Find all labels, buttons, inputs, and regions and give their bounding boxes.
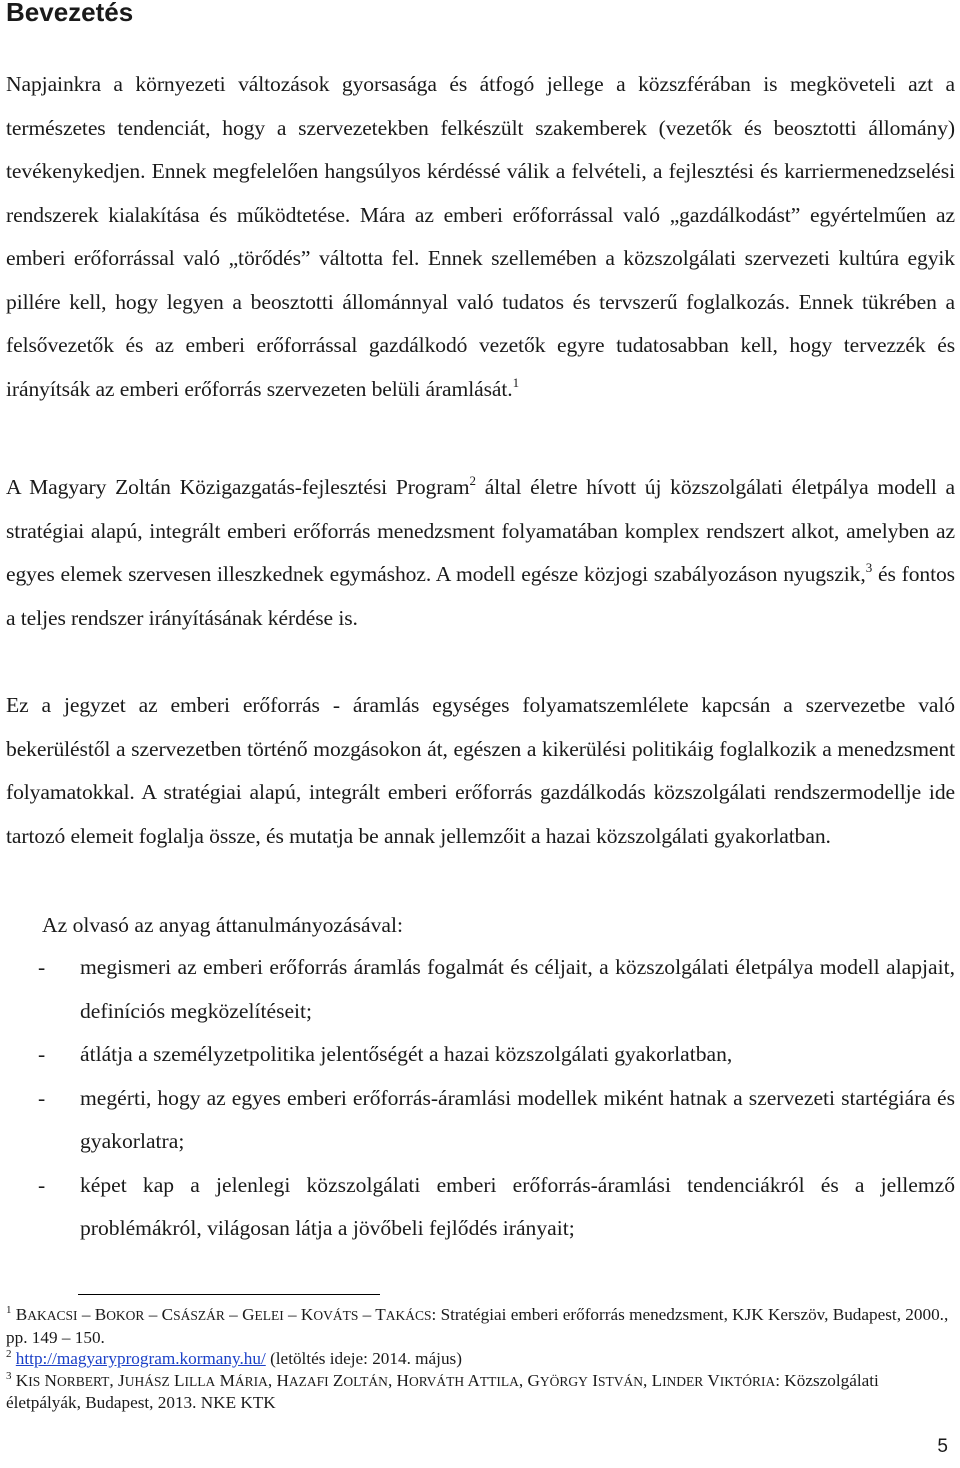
footnote-number: 2	[6, 1348, 12, 1360]
footnote-number: 1	[6, 1304, 12, 1316]
page-number: 5	[937, 1436, 948, 1457]
paragraph-2-part-c: és fontos a teljes rendszer irányításának kérdése is.	[6, 562, 955, 630]
list-item	[6, 1164, 955, 1251]
paragraph-1-part-a: Napjainkra a környezeti változások gyorsasága és átfogó jellege a közszférában is megköveteli azt a természetes tendenciát, hogy a szervezetekben felkészült szakemberek (vezetők és beosztotti állomány) tevékenykedjen. Ennek megfelelően hangsúlyos kérdéssé válik a felvételi, a fejlesztési és karriermenedzselési rendszerek kialakítása és működtetése. Mára az emberi erőforrással való „gazdálkodást” egyértelműen az emberi erőforrással való „törődés” váltotta fel.	[6, 72, 955, 270]
footnotes	[6, 1304, 954, 1414]
footnote-1: $^1$ BAKACSI – BOKOR – CSÁSZÁR – GELEI – KOVÁTS – TAKÁCS: Stratégiai emberi erőforrás menedzsment, KJK Kerszöv, Budapest, 2000., pp. 149 – 150.	[6, 1304, 949, 1347]
footnote-3: $^3$ KIS NORBERT, JUHÁSZ LILLA MÁRIA, HAZAFI ZOLTÁN, HORVÁTH ATTILA, GYÖRGY ISTVÁN, LINDER VIKTÓRIA: Közszolgálati életpályák, Budapest, 2013. NKE KTK	[6, 1369, 879, 1412]
paragraph-2-part-b: által életre hívott új közszolgálati életpálya modell a stratégiai alapú, integrált emberi erőforrás menedzsment folyamatában komplex rendszert alkot, amelyben az egyes elemek szervesen illeszkednek egymáshoz. A modell egésze közjogi szabályozáson nyugszik,	[6, 475, 955, 586]
list-item-text: megérti, hogy az egyes emberi erőforrás-áramlási modellek miként hatnak a szervezeti startégiára és gyakorlatra;	[80, 1085, 955, 1153]
footnote-ref-2[interactable]: 2	[469, 473, 476, 488]
footnote-2	[6, 1348, 954, 1370]
footnote-1-text: : Stratégiai emberi erőforrás menedzsment, KJK Kerszöv, Budapest, 2000., pp. 149 – 150.	[6, 1305, 949, 1347]
list-dash: -	[38, 955, 46, 979]
magyary-program-link[interactable]: http://magyaryprogram.kormany.hu/	[15, 1349, 266, 1368]
list-item	[6, 1033, 955, 1077]
learning-outcomes-intro: Az olvasó az anyag áttanulmányozásával:	[42, 913, 403, 937]
paragraph-3: Ez a jegyzet az emberi erőforrás - áramlás egységes folyamatszemlélete kapcsán a szervezetbe való bekerüléstől a szervezetben történő mozgásokon át, egészen a kikerülési politikáig foglalkozik a menedzsment folyamatokkal. A stratégiai alapú, integrált emberi erőforrás gazdálkodás közszolgálati rendszermodellje ide tartozó elemeit foglalja össze, és mutatja be annak jellemzőit a hazai közszolgálati gyakorlatban.	[6, 693, 955, 848]
learning-outcomes-list	[6, 946, 955, 1251]
paragraph-2	[6, 466, 955, 640]
list-item	[6, 1077, 955, 1164]
footnote-ref-1[interactable]: 1	[512, 374, 519, 390]
list-dash: -	[38, 1042, 46, 1066]
paragraph-2-part-a: A Magyary Zoltán Közigazgatás-fejlesztési Program	[6, 475, 470, 499]
section-heading: Bevezetés	[6, 0, 134, 27]
footnote-2-text: (letöltés ideje: 2014. május)	[265, 1349, 462, 1368]
list-item-text: átlátja a személyzetpolitika jelentőségét a hazai közszolgálati gyakorlatban,	[80, 1042, 733, 1066]
list-dash: -	[38, 1172, 46, 1197]
footnote-3-text: : Közszolgálati életpályák, Budapest, 2013. NKE KTK	[6, 1370, 879, 1412]
list-item-text: képet kap a jelenlegi közszolgálati emberi erőforrás-áramlási tendenciákról és a jellemző problémákról, világosan látja a jövőbeli fejlődés irányait;	[80, 1172, 955, 1240]
paragraph-1	[6, 63, 955, 411]
paragraph-1-part-b: Ennek szellemében a közszolgálati szervezeti kultúra egyik pillére kell, hogy legyen a beosztotti állománnyal való tudatos és tervszerű foglalkozás. Ennek tükrében a felsővezetők és az emberi erőforrással gazdálkodó vezetők egyre tudatosabban kell, hogy tervezzék és irányítsák az emberi erőforrás szervezeten belüli áramlását.	[6, 246, 955, 401]
footnote-separator	[78, 1294, 380, 1295]
list-item-text: megismeri az emberi erőforrás áramlás fogalmát és céljait, a közszolgálati életpálya modell alapjait, definíciós megközelítéseit;	[80, 955, 955, 1023]
list-dash: -	[38, 1085, 46, 1110]
list-item	[6, 946, 955, 1033]
footnote-number: 3	[6, 1369, 12, 1382]
footnote-ref-3[interactable]: 3	[865, 560, 873, 575]
